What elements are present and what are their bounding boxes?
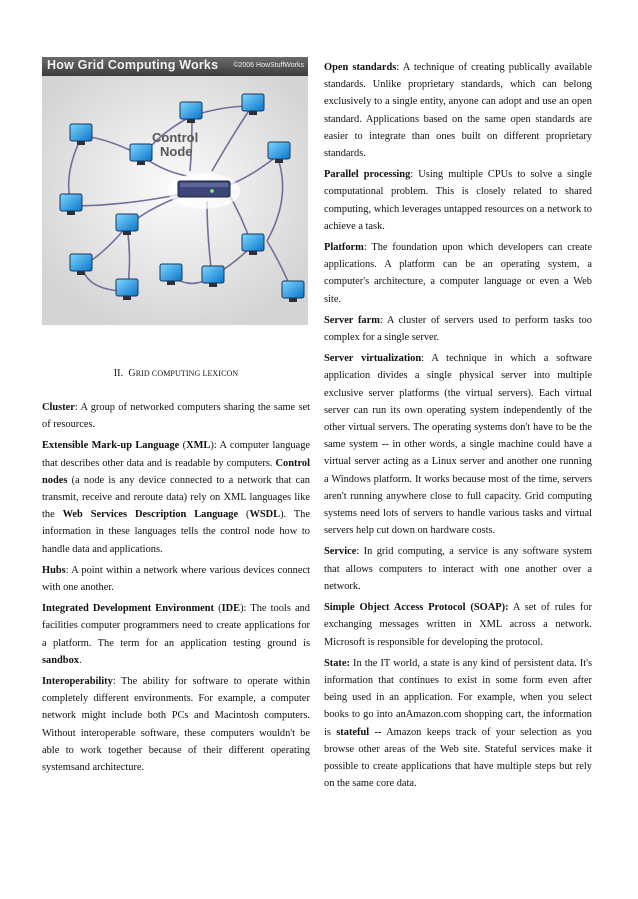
term: Server farm — [324, 314, 380, 326]
separator: : — [379, 314, 387, 326]
definition: The ability for software to operate within completely different environments. For example, a computer network might include both PCs and Macintosh computers. Without interoperable software, these computers wouldn't be able to work together because of their different operating systemsand architecture. — [42, 676, 311, 774]
definition: A computer language that describes other data and is readable by computers. — [42, 440, 311, 469]
figure-title: How Grid Computing Works — [47, 58, 219, 72]
term-abbrev: XML — [186, 440, 211, 452]
section-numeral: II. — [113, 368, 124, 379]
definition: . — [78, 654, 82, 666]
figure-banner — [42, 57, 308, 76]
separator: : — [74, 402, 81, 413]
definition: In the IT world, a state is any kind of persistent data. It's information that continues to exist in some form even after being used in an application. For example, when you select books to go into anAmazon.com shopping cart, the information is — [324, 657, 592, 738]
definition: . The information in these languages tells the control node how to handle data and applications. — [42, 509, 310, 555]
term-wsdl-abbrev: WSDL — [249, 509, 281, 521]
entry-hubs — [42, 562, 310, 596]
term-stateful: stateful -- — [336, 726, 382, 738]
term: Service — [324, 546, 357, 558]
separator: : — [396, 62, 403, 73]
entry-interoperability — [42, 673, 310, 776]
separator: : — [410, 169, 419, 181]
left-column — [42, 399, 310, 776]
term: Server virtualization — [324, 353, 422, 365]
entry-server-farm — [324, 312, 592, 346]
entry-service — [324, 543, 592, 595]
definition: A group of networked computers sharing the same set of resources. — [42, 402, 310, 431]
separator: : — [112, 676, 122, 688]
section-heading-rest: RID COMPUTING LEXICON — [135, 369, 239, 378]
term: Interoperability — [42, 676, 113, 688]
figure-copyright: ©2006 HowStuffWorks — [233, 62, 304, 69]
term-abbrev: IDE — [221, 603, 241, 615]
separator: : — [356, 546, 364, 558]
term: Cluster — [42, 402, 75, 413]
definition: A set of rules for exchanging messages written in XML across a network. Microsoft is responsible for developing the protocol. — [324, 602, 592, 648]
entry-parallel-processing — [324, 166, 592, 235]
section-heading — [42, 368, 310, 379]
definition: In grid computing, a service is any software system that allows computers to interact with one another over a network. — [324, 546, 592, 592]
term: State: — [324, 657, 350, 669]
term-wsdl: Web Services Description Language — [62, 509, 239, 521]
definition: (a node is any device connected to a network that can transmit, receive and reroute data) rely on XML languages like the — [42, 474, 310, 521]
entry-ide: Integrated Development Environment (IDE): The tools and facilities computer programmers need to create applications for a platform. The term for an application testing ground is sandbox. — [42, 603, 310, 666]
section-heading-first-letter: G — [128, 368, 136, 379]
term: Platform — [324, 242, 364, 254]
definition: A technique in which a software application divides a single physical server into multiple exclusive server platforms (the virtual servers). Each virtual server can run its own operating system independently of the other virtual servers. The operating systems don't have to be the same system -- in other words, a single machine could have a virtual server acting as a Linux server and another one running a Windows platform. It works because most of the time, servers aren't running anywhere close to full capacity. Grid computing systems need lots of servers to handle various tasks and virtual servers help cut down on hardware costs. — [324, 353, 592, 537]
entry-xml: Extensible Mark-up Language (XML): A computer language that describes other data and is readable by computers. Control nodes (a node is any device connected to a network that can transmit, receive and reroute data) rely on XML languages like the Web Services Description Language (WSDL). The information in these languages tells the control node how to handle data and applications. — [42, 440, 311, 555]
separator: : — [421, 353, 432, 365]
entry-state — [324, 655, 592, 793]
term: Extensible Mark-up Language — [42, 440, 180, 452]
definition: A point within a network where various devices connect with one another. — [42, 564, 310, 594]
definition: : The tools and facilities computer programmers need to create applications for a platform. The term for an application testing ground is — [42, 603, 310, 649]
entry-open-standards — [324, 59, 592, 162]
entry-platform — [324, 239, 592, 308]
term-sandbox: sandbox — [42, 654, 79, 666]
control-node-icon — [168, 173, 240, 209]
term: Open standards — [324, 62, 397, 73]
term: Hubs — [42, 564, 66, 576]
definition: The foundation upon which developers can create applications. A platform can be an operating system, a computer's architecture, a computer language or even a Web site. — [324, 242, 592, 305]
definition: A technique of creating publically available standards. Unlike proprietary standards, which can belong exclusively to a single entity, anyone can adopt and use an open standard. Applications based on the same open standards are easier to integrate than ones built on different proprietary standards. — [324, 62, 592, 160]
term: Integrated Development Environment — [42, 603, 214, 615]
entry-soap — [324, 599, 592, 651]
separator: : — [363, 242, 372, 254]
entry-cluster — [42, 399, 310, 433]
entry-server-virtualization — [324, 350, 592, 539]
definition: Amazon keeps track of your selection as you browse other areas of the Web site. Stateful services make it possible to create applications that have multiple steps but rely on the same core data. — [324, 726, 592, 790]
definition: Using multiple CPUs to solve a single computational problem. This is closely related to shared computing, which leverages untapped resources on a network to achieve a task. — [324, 169, 592, 232]
term: Parallel processing — [324, 169, 411, 181]
control-node-label-line1: Control — [152, 130, 199, 145]
control-node-label-line2: Node — [160, 144, 193, 159]
term-control-nodes: Control nodes — [42, 457, 310, 486]
term: Simple Object Access Protocol (SOAP): — [324, 602, 509, 614]
network-diagram — [42, 76, 308, 325]
right-column — [324, 59, 592, 792]
grid-computing-figure — [42, 57, 308, 325]
definition: A cluster of servers used to perform tasks too complex for a single server. — [324, 314, 592, 344]
separator: : — [65, 564, 72, 576]
